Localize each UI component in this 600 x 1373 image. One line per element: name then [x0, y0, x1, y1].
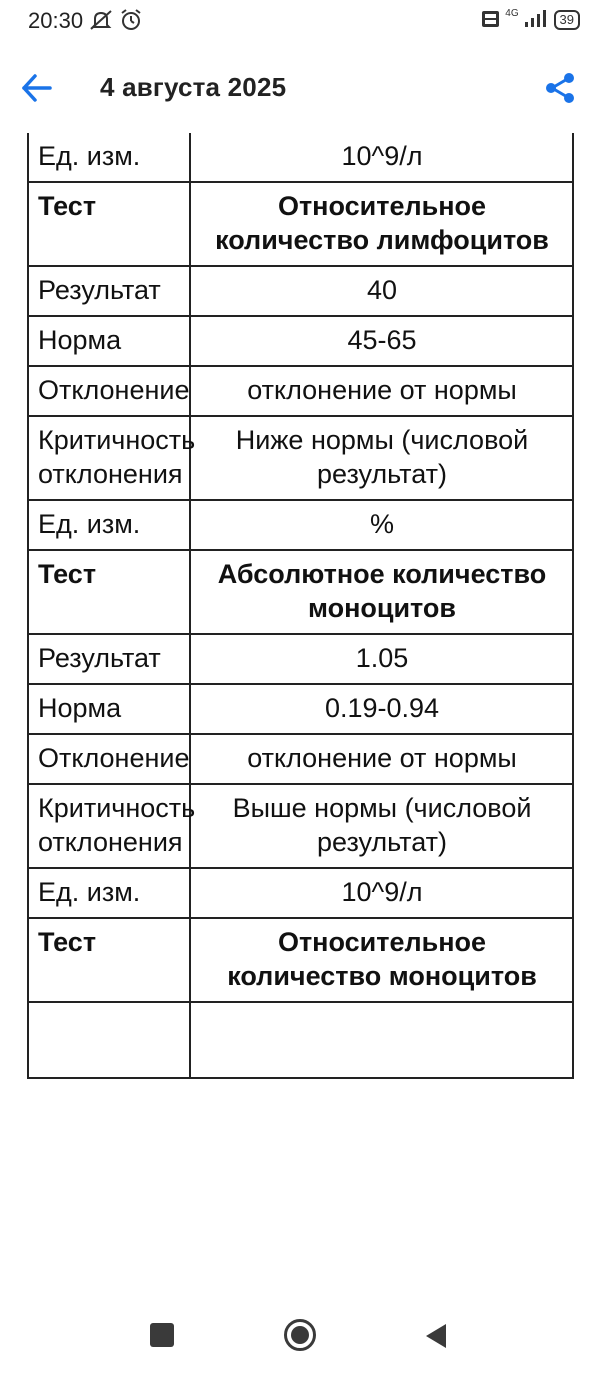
- row-label: Норма: [28, 684, 190, 734]
- alarm-icon: [118, 8, 144, 32]
- table-row-test: [28, 918, 573, 1002]
- page-title: 4 августа 2025: [100, 72, 287, 102]
- network-type: 4G: [505, 8, 519, 19]
- row-value: [190, 1002, 573, 1078]
- share-icon: [542, 70, 578, 106]
- row-label: Отклонение: [28, 366, 190, 416]
- table-row: [28, 868, 573, 918]
- row-label: Отклонение: [28, 734, 190, 784]
- row-value: 10^9/л: [190, 133, 573, 182]
- row-label: Критичность отклонения: [28, 416, 190, 500]
- nav-bar: [0, 1295, 600, 1373]
- table-row-test: [28, 550, 573, 634]
- battery-level: 39: [559, 12, 574, 27]
- row-value: 45-65: [190, 316, 573, 366]
- table-row: [28, 784, 573, 868]
- status-bar: [0, 0, 600, 44]
- row-label: Ед. изм.: [28, 868, 190, 918]
- home-icon: [283, 1318, 317, 1352]
- table-row: [28, 316, 573, 366]
- row-label: Ед. изм.: [28, 133, 190, 182]
- table-row: [28, 366, 573, 416]
- table-row: [28, 500, 573, 550]
- row-value: %: [190, 500, 573, 550]
- nav-back-button[interactable]: [424, 1322, 448, 1350]
- row-label: [28, 1002, 190, 1078]
- row-label: Тест: [28, 182, 190, 266]
- row-value: 1.05: [190, 634, 573, 684]
- table-row: [28, 416, 573, 500]
- row-label: Тест: [28, 550, 190, 634]
- table-row: [28, 1002, 573, 1078]
- status-icons-left: [88, 8, 144, 37]
- row-value: отклонение от нормы: [190, 734, 573, 784]
- test-name: Абсолютное количество моноцитов: [190, 550, 573, 634]
- app-bar: [0, 56, 600, 120]
- results-table: [27, 133, 574, 1079]
- table-row: [28, 684, 573, 734]
- test-name: Относительное количество моноцитов: [190, 918, 573, 1002]
- row-label: Норма: [28, 316, 190, 366]
- row-value: 0.19-0.94: [190, 684, 573, 734]
- back-arrow-icon: [16, 68, 56, 108]
- status-icons-right: [481, 8, 580, 35]
- back-icon: [424, 1322, 448, 1350]
- row-label: Результат: [28, 266, 190, 316]
- row-value: 40: [190, 266, 573, 316]
- battery-icon: [554, 10, 580, 30]
- table-row-test: [28, 182, 573, 266]
- recent-apps-icon[interactable]: [150, 1323, 174, 1347]
- row-value: отклонение от нормы: [190, 366, 573, 416]
- test-name: Относительное количество лимфоцитов: [190, 182, 573, 266]
- table-row: [28, 634, 573, 684]
- table-row: [28, 133, 573, 182]
- share-button[interactable]: [542, 70, 578, 106]
- home-button[interactable]: [283, 1318, 317, 1352]
- row-label: Результат: [28, 634, 190, 684]
- row-value: 10^9/л: [190, 868, 573, 918]
- results-viewport[interactable]: [0, 133, 600, 1295]
- volte-icon: [481, 8, 501, 30]
- row-label: Тест: [28, 918, 190, 1002]
- back-button[interactable]: [16, 68, 56, 108]
- row-label: Критичность отклонения: [28, 784, 190, 868]
- muted-notifications-icon: [88, 8, 114, 32]
- table-row: [28, 266, 573, 316]
- signal-icon: [523, 8, 549, 30]
- row-label: Ед. изм.: [28, 500, 190, 550]
- row-value: Ниже нормы (числовой результат): [190, 416, 573, 500]
- status-time: 20:30: [28, 8, 84, 33]
- table-row: [28, 734, 573, 784]
- row-value: Выше нормы (числовой результат): [190, 784, 573, 868]
